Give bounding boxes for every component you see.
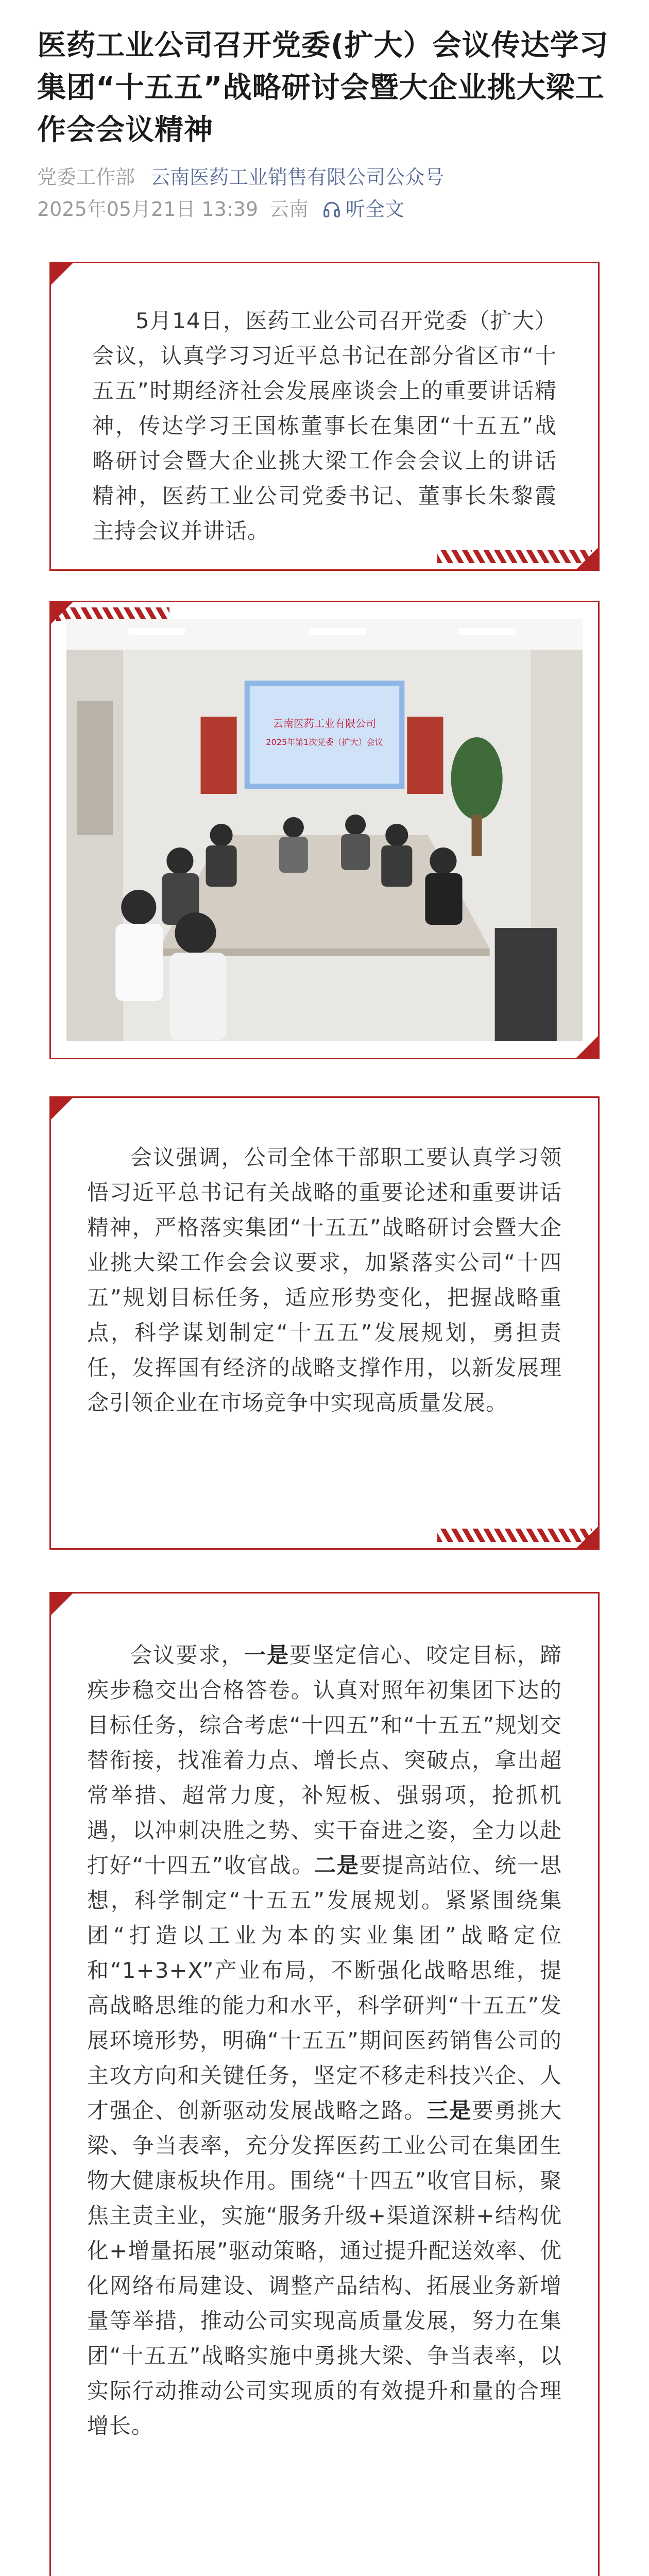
emphasis-card [49,1096,600,1550]
point-two-label: 二是 [314,1853,360,1878]
account-name-link[interactable]: 云南医药工业销售有限公司公众号 [150,166,445,189]
card-stripe-decoration [437,1529,592,1542]
publish-date: 2025年05月21日 13:39 [37,198,259,221]
listen-label: 听全文 [346,198,405,221]
meeting-room-illustration [66,619,583,1041]
card-stripe-decoration [437,550,592,563]
card-corner-decoration [49,1592,74,1617]
point-one-text: 要坚定信心、咬定目标，蹄疾步稳交出合格答卷。认真对照年初集团下达的目标任务，综合考虑“十四五”和“十五五”规划交替衔接，找准着力点、增长点、突破点，拿出超常举措、超常力度，补短板、强弱项，抢抓机遇，以冲刺决胜之势、实干奋进之姿，全力以赴打好“十四五”收官战。 [87,1642,562,1878]
requirements-card [49,1592,600,2576]
photo-card [49,601,600,1059]
article-meta-secondary [0,192,649,224]
point-one-label: 一是 [244,1642,290,1668]
point-two-text: 要提高站位、统一思想，科学制定“十五五”发展规划。紧紧围绕集团“打造以工业为本的实业集团”战略定位和“1+3+X”产业布局，不断强化战略思维，提高战略思维的能力和水平，科学研判“十五五”发展环境形势，明确“十五五”期间医药销售公司的主攻方向和关键任务，坚定不移走科技兴企、人才强企、创新驱动发展战略之路。 [87,1853,562,2123]
intro-card [49,262,600,571]
meeting-photo[interactable] [66,619,583,1041]
card-corner-decoration [49,262,74,286]
requirements-lead: 会议要求， [130,1642,244,1668]
article-title: 医药工业公司召开党委(扩大）会议传达学习集团“十五五”战略研讨会暨大企业挑大梁工作会会议精神 [37,29,609,147]
listen-button[interactable] [322,195,404,224]
requirements-paragraph [87,1638,562,2444]
emphasis-paragraph: 会议强调，公司全体干部职工要认真学习领悟习近平总书记有关战略的重要论述和重要讲话精神，严格落实集团“十五五”战略研讨会暨大企业挑大梁工作会会议要求，加紧落实公司“十四五”规划目标任务，适应形势变化，把握战略重点，科学谋划制定“十五五”发展规划，勇担责任，发挥国有经济的战略支撑作用，以新发展理念引领企业在市场竞争中实现高质量发展。 [87,1145,562,1415]
article-author: 党委工作部 [37,166,135,189]
screen-title: 云南医药工业有限公司 [272,717,377,730]
screen-subtitle: 2025年第1次党委（扩大）会议 [266,737,383,747]
headphones-icon [322,199,341,219]
intro-paragraph: 5月14日，医药工业公司召开党委（扩大）会议，认真学习习近平总书记在部分省区市“十五五”时期经济社会发展座谈会上的重要讲话精神，传达学习王国栋董事长在集团“十五五”战略研讨会暨大企业挑大梁工作会会议上的讲话精神，医药工业公司党委书记、董事长朱黎霞主持会议并讲话。 [92,308,557,544]
point-three-text: 要勇挑大梁、争当表率，充分发挥医药工业公司在集团生物大健康板块作用。围绕“十四五”收官目标，聚焦主责主业，实施“服务升级+渠道深耕+结构优化+增量拓展”驱动策略，通过提升配送效率、优化网络布局建设、调整产品结构、拓展业务新增量等举措，推动公司实现高质量发展，努力在集团“十五五”战略实施中勇挑大梁、争当表率，以实际行动推动公司实现质的有效提升和量的合理增长。 [87,2098,562,2438]
publish-location: 云南 [269,198,309,221]
card-corner-decoration [49,1096,74,1121]
article-meta [0,151,649,192]
point-three-label: 三是 [426,2098,472,2123]
